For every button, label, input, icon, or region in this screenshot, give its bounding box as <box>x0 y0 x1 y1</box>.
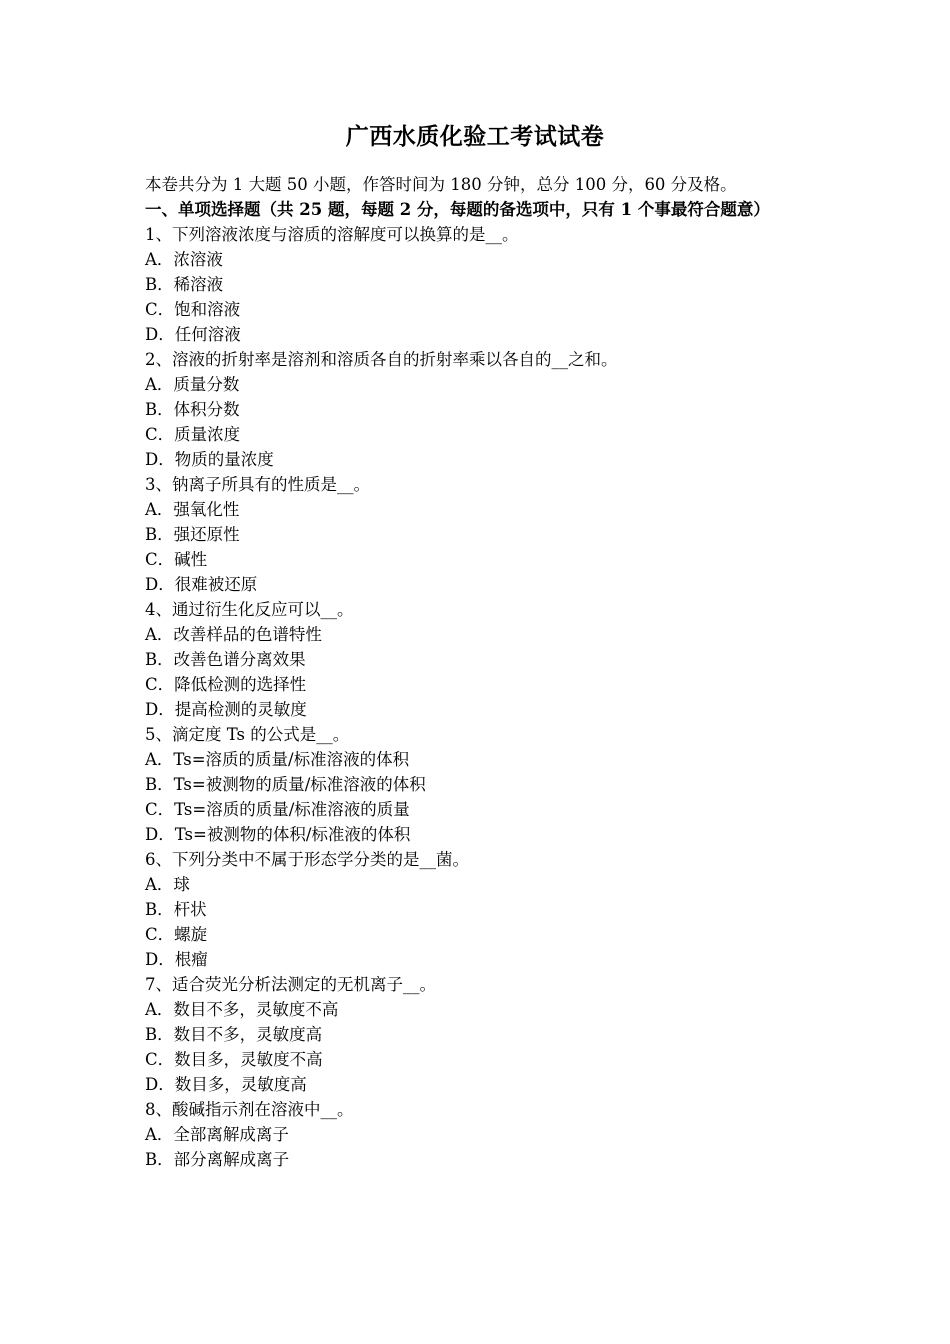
option-b: B．体积分数 <box>145 400 240 419</box>
option-a: A．强氧化性 <box>145 500 240 519</box>
question-stem: 4、通过衍生化反应可以__。 <box>145 600 354 619</box>
option-d: D．数目多，灵敏度高 <box>145 1075 307 1094</box>
question-stem: 6、下列分类中不属于形态学分类的是__菌。 <box>145 850 469 869</box>
option-d: D．根瘤 <box>145 950 208 969</box>
option-d: D．Ts=被测物的体积/标准液的体积 <box>145 825 411 844</box>
option-c: C．数目多，灵敏度不高 <box>145 1050 323 1069</box>
option-c: C．降低检测的选择性 <box>145 675 307 694</box>
question-8 <box>145 1097 810 1172</box>
question-1 <box>145 222 810 347</box>
question-stem: 1、下列溶液浓度与溶质的溶解度可以换算的是__。 <box>145 225 519 244</box>
option-d: D．物质的量浓度 <box>145 450 274 469</box>
option-a: A．浓溶液 <box>145 250 223 269</box>
option-b: B．杆状 <box>145 900 207 919</box>
option-a: A．球 <box>145 875 190 894</box>
option-b: B．数目不多，灵敏度高 <box>145 1025 323 1044</box>
option-c: C．碱性 <box>145 550 208 569</box>
question-6 <box>145 847 810 972</box>
question-stem: 2、溶液的折射率是溶剂和溶质各自的折射率乘以各自的__之和。 <box>145 350 618 369</box>
option-a: A．Ts=溶质的质量/标准溶液的体积 <box>145 750 410 769</box>
exam-intro: 本卷共分为 1 大题 50 小题，作答时间为 180 分钟，总分 100 分，60 分及格。 <box>145 175 737 194</box>
option-b: B．强还原性 <box>145 525 240 544</box>
document-title: 广西水质化验工考试试卷 <box>345 123 605 150</box>
question-5 <box>145 722 810 847</box>
option-a: A．全部离解成离子 <box>145 1125 289 1144</box>
document-body <box>145 172 810 1172</box>
question-stem: 7、适合荧光分析法测定的无机离子__。 <box>145 975 436 994</box>
option-d: D．提高检测的灵敏度 <box>145 700 307 719</box>
option-a: A．改善样品的色谱特性 <box>145 625 322 644</box>
option-c: C．Ts=溶质的质量/标准溶液的质量 <box>145 800 410 819</box>
option-d: D．很难被还原 <box>145 575 258 594</box>
option-b: B．稀溶液 <box>145 275 224 294</box>
option-c: C．饱和溶液 <box>145 300 241 319</box>
question-2 <box>145 347 810 472</box>
question-7 <box>145 972 810 1097</box>
option-b: B．部分离解成离子 <box>145 1150 290 1169</box>
option-a: A．质量分数 <box>145 375 240 394</box>
question-stem: 3、钠离子所具有的性质是__。 <box>145 475 370 494</box>
option-c: C．螺旋 <box>145 925 208 944</box>
question-stem: 8、酸碱指示剂在溶液中__。 <box>145 1100 354 1119</box>
option-b: B．改善色谱分离效果 <box>145 650 306 669</box>
option-b: B．Ts=被测物的质量/标准溶液的体积 <box>145 775 426 794</box>
option-c: C．质量浓度 <box>145 425 241 444</box>
option-a: A．数目不多，灵敏度不高 <box>145 1000 339 1019</box>
question-4 <box>145 597 810 722</box>
question-3 <box>145 472 810 597</box>
question-stem: 5、滴定度 Ts 的公式是__。 <box>145 725 350 744</box>
option-d: D．任何溶液 <box>145 325 241 344</box>
section-heading: 一、单项选择题（共 25 题，每题 2 分，每题的备选项中，只有 1 个事最符合题意） <box>145 200 770 219</box>
